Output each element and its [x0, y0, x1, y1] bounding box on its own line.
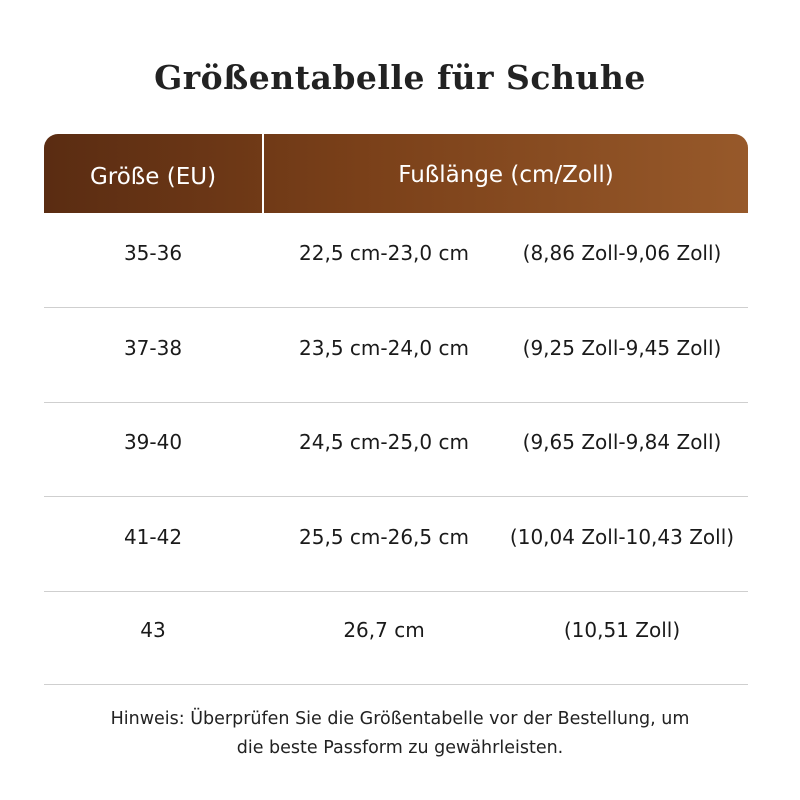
- size-cell: 35-36: [123, 241, 183, 265]
- table-header: [44, 134, 748, 213]
- size-cell: 43: [140, 618, 166, 642]
- cm-cell: 24,5 cm-25,0 cm: [299, 430, 469, 454]
- footnote-line-1: Hinweis: Überprüfen Sie die Größentabelle vor der Bestellung, um: [110, 709, 690, 729]
- inch-cell: (8,86 Zoll-9,06 Zoll): [522, 241, 722, 265]
- size-cell: 37-38: [123, 336, 183, 360]
- inch-cell: (10,51 Zoll): [563, 618, 681, 642]
- footnote: [40, 705, 760, 763]
- page-title: Größentabelle für Schuhe: [154, 58, 646, 97]
- cm-cell: 26,7 cm: [343, 618, 425, 642]
- header-size: Größe (EU): [89, 164, 217, 190]
- cm-cell: 23,5 cm-24,0 cm: [299, 336, 469, 360]
- cm-cell: 22,5 cm-23,0 cm: [299, 241, 469, 265]
- table-row: [44, 308, 748, 403]
- footnote-line-2: die beste Passform zu gewährleisten.: [236, 738, 564, 758]
- table-row: [44, 402, 748, 497]
- size-cell: 41-42: [123, 525, 183, 549]
- size-cell: 39-40: [123, 430, 183, 454]
- inch-cell: (9,65 Zoll-9,84 Zoll): [522, 430, 722, 454]
- cm-cell: 25,5 cm-26,5 cm: [299, 525, 469, 549]
- inch-cell: (10,04 Zoll-10,43 Zoll): [509, 525, 735, 549]
- table-row: [44, 213, 748, 308]
- header-foot-length: Fußlänge (cm/Zoll): [398, 162, 614, 188]
- table-row: [44, 497, 748, 592]
- table-row: [44, 590, 748, 685]
- inch-cell: (9,25 Zoll-9,45 Zoll): [522, 336, 722, 360]
